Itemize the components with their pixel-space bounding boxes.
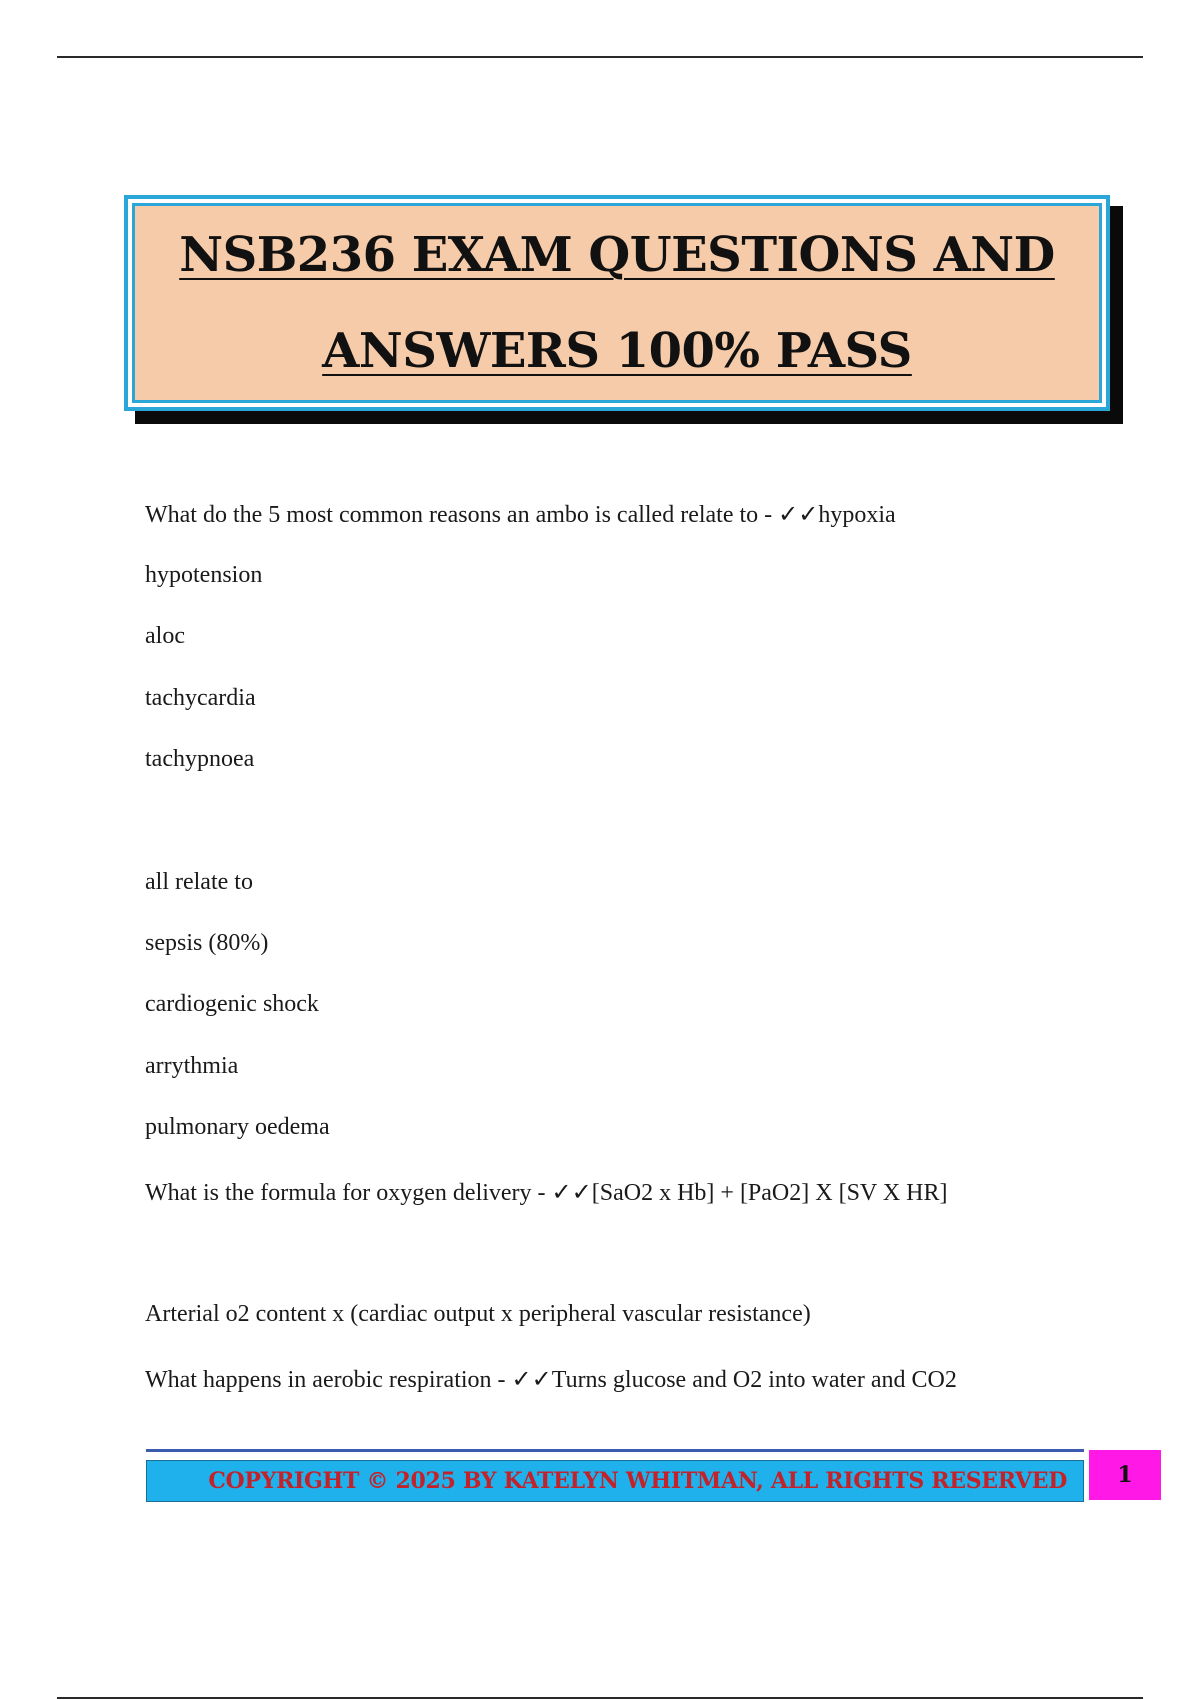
answer-line-sepsis: sepsis (80%) (145, 930, 269, 956)
answer-line-aloc: aloc (145, 623, 185, 649)
answer-line-hypotension: hypotension (145, 562, 263, 588)
bottom-rule (57, 1697, 1143, 1699)
top-rule (57, 56, 1143, 58)
copyright-footer (146, 1460, 1084, 1502)
answer-line-all-relate-to: all relate to (145, 869, 253, 895)
answer-line-tachypnoea: tachypnoea (145, 746, 255, 772)
answer-line-arrythmia: arrythmia (145, 1053, 239, 1079)
answer-line-pulmonary-oedema: pulmonary oedema (145, 1114, 330, 1140)
question-line-ambo: What do the 5 most common reasons an ambo is called relate to - ✓✓hypoxia (145, 502, 896, 528)
footer-rule (146, 1449, 1084, 1452)
copyright-text: COPYRIGHT © 2025 BY KATELYN WHITMAN, ALL RIGHTS RESERVED (208, 1468, 1067, 1494)
answer-line-tachycardia: tachycardia (145, 685, 256, 711)
answer-line-cardiogenic-shock: cardiogenic shock (145, 991, 319, 1017)
question-line-oxygen-delivery: What is the formula for oxygen delivery - ✓✓[SaO2 x Hb] + [PaO2] X [SV X HR] (145, 1180, 948, 1206)
question-line-aerobic-respiration: What happens in aerobic respiration - ✓✓Turns glucose and O2 into water and CO2 (145, 1367, 957, 1393)
page-number-box (1089, 1450, 1161, 1500)
page-number: 1 (1117, 1462, 1133, 1488)
answer-line-arterial-o2: Arterial o2 content x (cardiac output x peripheral vascular resistance) (145, 1301, 811, 1327)
document-title-line-1: NSB236 EXAM QUESTIONS AND (179, 227, 1055, 283)
title-banner-inner (132, 203, 1102, 403)
document-title-line-2: ANSWERS 100% PASS (322, 323, 912, 379)
title-banner (124, 195, 1110, 411)
